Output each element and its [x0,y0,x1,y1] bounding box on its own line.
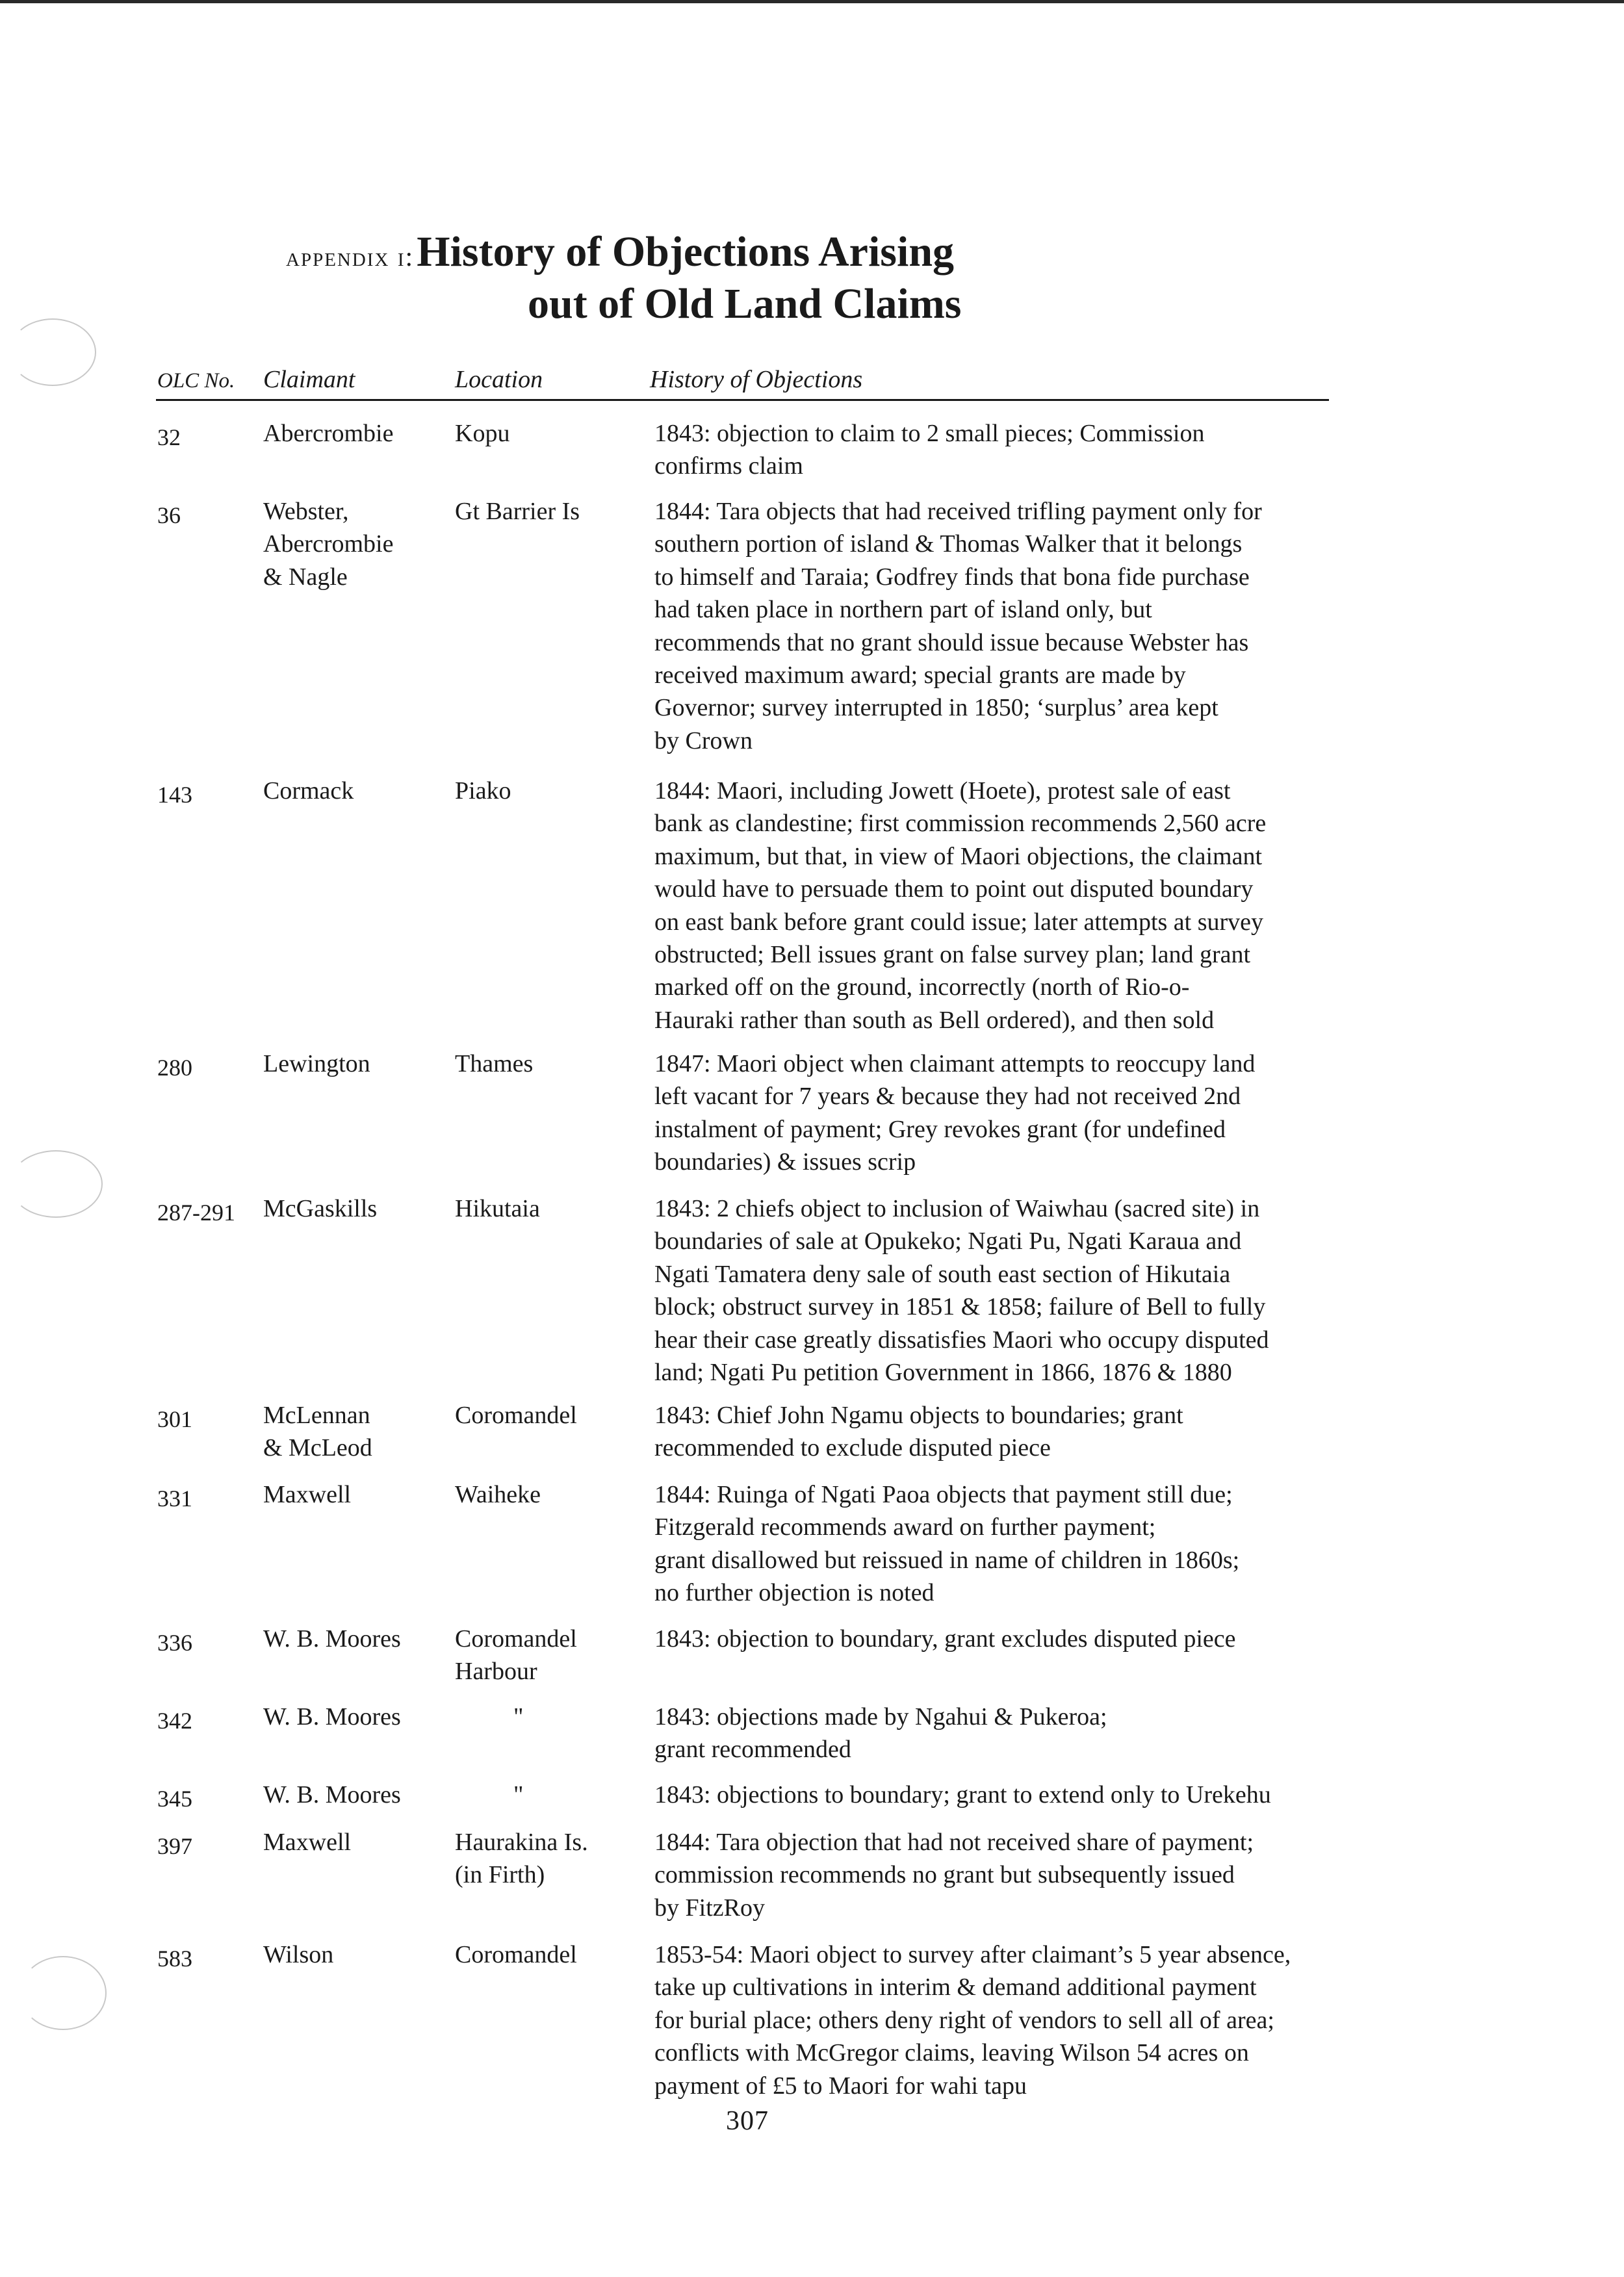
location-line: Waiheke [455,1481,541,1508]
claimant-line: Maxwell [263,1829,352,1856]
claimant-line: Cormack [263,777,354,804]
history-cell [654,1623,1343,1655]
history-line: grant recommended [654,1736,851,1764]
history-line: marked off on the ground, incorrectly (north of Rio-o- [654,973,1190,1001]
claimant-cell [263,417,452,450]
history-line: land; Ngati Pu petition Government in 1866, 1876 & 1880 [654,1359,1232,1387]
page-title [286,227,1157,329]
history-line: 1844: Tara objects that had received trifling payment only for [654,498,1262,525]
history-line: 1844: Tara objection that had not received share of payment; [654,1829,1254,1856]
history-line: would have to persuade them to point out disputed boundary [654,875,1254,903]
column-header-location: Location [455,366,543,393]
claimant-line: W. B. Moores [263,1625,401,1653]
history-line: on east bank before grant could issue; later attempts at survey [654,908,1264,936]
location-line: Piako [455,777,511,804]
history-line: to himself and Taraia; Godfrey finds that bona fide purchase [654,563,1250,591]
location-line: Haurakina Is. [455,1829,588,1856]
page-number: 307 [726,2106,769,2136]
claimant-line: Wilson [263,1941,334,1968]
history-cell [654,1701,1343,1766]
history-line: block; obstruct survey in 1851 & 1858; failure of Bell to fully [654,1293,1266,1321]
history-line: had taken place in northern part of island only, but [654,596,1152,624]
history-line: maximum, but that, in view of Maori objections, the claimant [654,842,1263,870]
location-cell [455,1938,643,1971]
history-line: instalment of payment; Grey revokes grant (for undefined [654,1115,1226,1143]
history-cell [654,417,1343,483]
claimant-line: Webster, [263,498,349,525]
claimant-cell [263,1701,452,1733]
punch-hole-mark [9,1150,103,1218]
claimant-cell [263,1192,452,1225]
claimant-line: Abercrombie [263,530,394,558]
history-line: payment of £5 to Maori for wahi tapu [654,2072,1027,2100]
location-cell [455,1478,643,1511]
history-line: bank as clandestine; first commission recommends 2,560 acre [654,810,1267,838]
history-line: by Crown [654,727,753,754]
claimant-cell [263,775,452,807]
history-cell [654,1192,1343,1389]
title-line-1: History of Objections Arising [417,228,955,276]
history-line: grant disallowed but reissued in name of children in 1860s; [654,1546,1240,1574]
history-line: Governor; survey interrupted in 1850; ‘surplus’ area kept [654,694,1218,722]
location-line: Coromandel [455,1941,577,1968]
olc-number-cell: 36 [157,502,181,528]
history-cell [654,1048,1343,1179]
location-cell [455,775,643,807]
claimant-line: Lewington [263,1050,370,1077]
claimant-cell [263,495,452,593]
history-line: recommends that no grant should issue because Webster has [654,628,1249,656]
olc-number-cell: 397 [157,1833,192,1859]
olc-number-cell: 32 [157,424,181,450]
location-cell [455,1399,643,1432]
location-line: Coromandel [455,1402,577,1429]
history-line: 1843: objections to boundary; grant to extend only to Urekehu [654,1781,1271,1808]
history-line: 1844: Maori, including Jowett (Hoete), protest sale of east [654,777,1231,804]
history-line: 1843: Chief John Ngamu objects to boundaries; grant [654,1402,1183,1429]
history-line: 1847: Maori object when claimant attempts to reoccupy land [654,1050,1256,1077]
history-line: left vacant for 7 years & because they had not received 2nd [654,1083,1241,1111]
punch-hole-mark [19,1956,107,2030]
title-line-2: out of Old Land Claims [528,280,962,328]
history-line: recommended to exclude disputed piece [654,1434,1051,1462]
page-top-edge [0,0,1624,3]
history-line: Fitzgerald recommends award on further payment; [654,1513,1156,1541]
location-line: " [513,1781,524,1808]
history-cell [654,1399,1343,1465]
history-line: 1843: objection to boundary, grant excludes disputed piece [654,1625,1236,1653]
location-line: Kopu [455,420,510,447]
claimant-line: W. B. Moores [263,1703,401,1730]
claimant-line: W. B. Moores [263,1781,401,1808]
history-cell [654,1826,1343,1924]
history-line: 1843: objections made by Ngahui & Pukeroa; [654,1703,1107,1730]
history-line: obstructed; Bell issues grant on false survey plan; land grant [654,941,1251,969]
claimant-line: & Nagle [263,563,348,591]
claimant-line: McLennan [263,1402,370,1429]
history-line: 1843: objection to claim to 2 small pieces; Commission [654,420,1205,447]
location-cell [455,495,643,528]
claimant-cell [263,1826,452,1859]
location-cell [455,1779,643,1811]
history-line: confirms claim [654,452,803,480]
history-line: received maximum award; special grants are made by [654,662,1186,689]
history-line: take up cultivations in interim & demand additional payment [654,1974,1257,2001]
history-line: Hauraki rather than south as Bell ordered), and then sold [654,1006,1215,1034]
appendix-label: appendix i: [286,242,415,272]
olc-number-cell: 342 [157,1708,192,1734]
olc-number-cell: 336 [157,1630,192,1656]
claimant-cell [263,1478,452,1511]
claimant-line: McGaskills [263,1195,378,1222]
column-header-history: History of Objections [650,366,863,393]
location-cell [455,1701,643,1733]
history-cell [654,775,1343,1036]
history-line: 1853-54: Maori object to survey after claimant’s 5 year absence, [654,1941,1291,1968]
history-line: boundaries of sale at Opukeko; Ngati Pu, Ngati Karaua and [654,1228,1242,1255]
history-line: Ngati Tamatera deny sale of south east section of Hikutaia [654,1260,1231,1288]
history-line: southern portion of island & Thomas Walker that it belongs [654,530,1243,558]
location-line: Harbour [455,1658,537,1686]
history-line: by FitzRoy [654,1894,765,1922]
claimant-line: Abercrombie [263,420,394,447]
history-cell [654,1478,1343,1610]
claimant-cell [263,1779,452,1811]
history-cell [654,495,1343,757]
column-header-claimant: Claimant [263,366,355,393]
table-header [156,365,1329,401]
location-line: (in Firth) [455,1861,545,1889]
claimant-cell [263,1399,452,1465]
punch-hole-mark [9,318,96,386]
history-cell [654,1779,1343,1811]
olc-number-cell: 143 [157,782,192,808]
location-cell [455,1048,643,1080]
olc-number-cell: 345 [157,1786,192,1812]
olc-number-cell: 287-291 [157,1200,235,1226]
claimant-cell [263,1938,452,1971]
history-cell [654,1938,1343,2102]
location-line: Gt Barrier Is [455,498,580,525]
location-cell [455,1192,643,1225]
claimant-cell [263,1623,452,1655]
location-line: Hikutaia [455,1195,540,1222]
claimant-cell [263,1048,452,1080]
history-line: no further objection is noted [654,1579,934,1607]
olc-number-cell: 583 [157,1946,192,1972]
location-line: Coromandel [455,1625,577,1653]
location-line: Thames [455,1050,534,1077]
column-header-olc-no: OLC No. [157,369,235,392]
history-line: 1843: 2 chiefs object to inclusion of Waiwhau (sacred site) in [654,1195,1260,1222]
history-line: 1844: Ruinga of Ngati Paoa objects that payment still due; [654,1481,1233,1508]
history-line: conflicts with McGregor claims, leaving Wilson 54 acres on [654,2039,1249,2067]
location-line: " [513,1703,524,1730]
olc-number-cell: 280 [157,1055,192,1081]
location-cell [455,1623,643,1688]
history-line: commission recommends no grant but subsequently issued [654,1861,1235,1889]
history-line: boundaries) & issues scrip [654,1148,916,1176]
history-line: for burial place; others deny right of vendors to sell all of area; [654,2006,1274,2034]
olc-number-cell: 331 [157,1486,192,1512]
location-cell [455,1826,643,1892]
claimant-line: & McLeod [263,1434,372,1462]
location-cell [455,417,643,450]
olc-number-cell: 301 [157,1406,192,1432]
history-line: hear their case greatly dissatisfies Maori who occupy disputed [654,1326,1269,1354]
claimant-line: Maxwell [263,1481,352,1508]
